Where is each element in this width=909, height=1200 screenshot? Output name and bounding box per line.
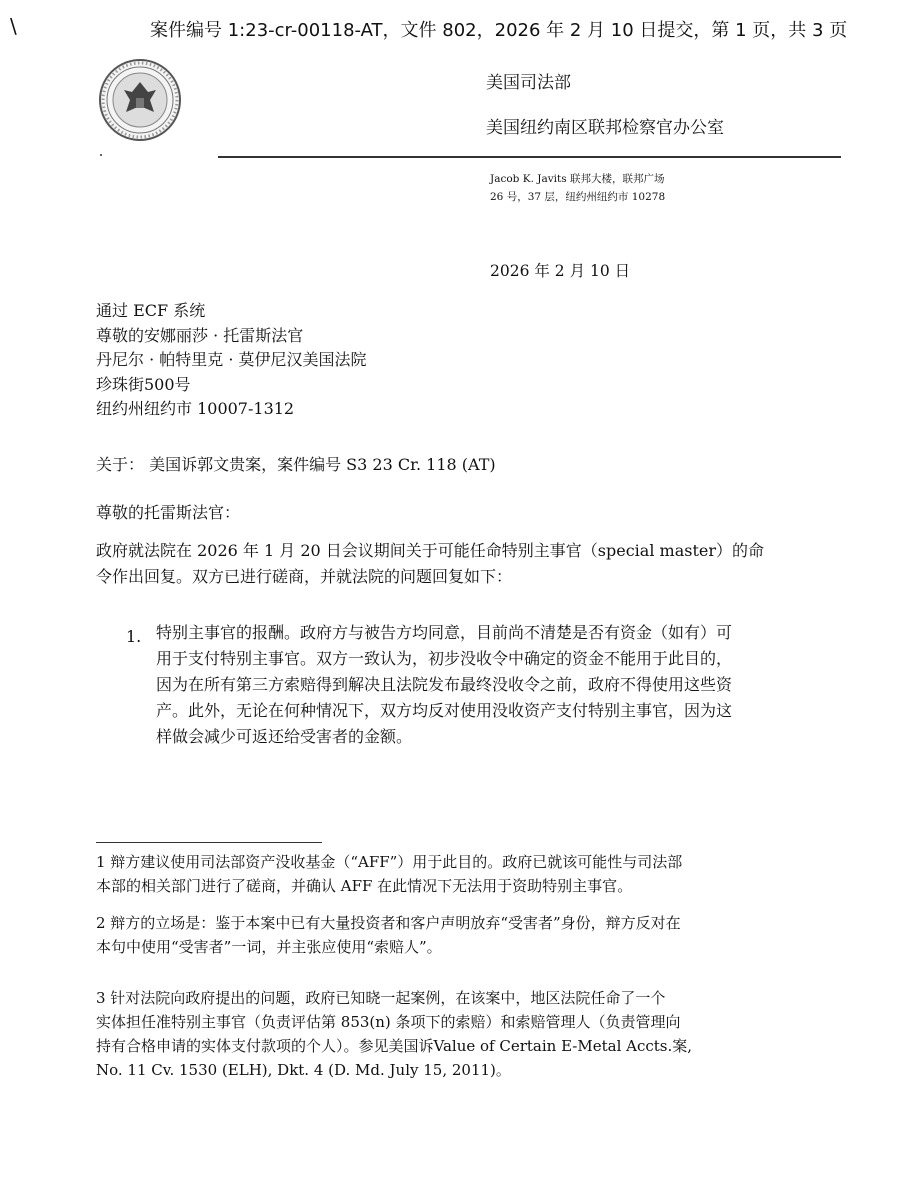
letter-date: 2026 年 2 月 10 日 [490,262,631,280]
recipient-line: 丹尼尔 · 帕特里克 · 莫伊尼汉美国法院 [96,350,367,369]
list-item-number: 1. [126,627,142,646]
footnote-line: 3 针对法院向政府提出的问题，政府已知晓一起案例，在该案中，地区法院任命了一个 [96,989,666,1007]
recipient-line: 珍珠街500号 [96,374,191,394]
paragraph-line: 政府就法院在 2026 年 1 月 20 日会议期间关于可能任命特别主事官（special master）的命 [96,541,764,560]
salutation: 尊敬的托雷斯法官： [96,503,241,522]
re-line: 关于： 美国诉郭文贵案，案件编号 S3 23 Cr. 118 (AT) [96,455,496,474]
footnote-2 [96,911,838,959]
org-office: 美国纽约南区联邦检察官办公室 [486,118,724,138]
case-filing-header: 案件编号 1:23-cr-00118-AT，文件 802，2026 年 2 月 10 日提交，第 1 页，共 3 页 [150,20,848,41]
paragraph-line: 特别主事官的报酬。政府方与被告方均同意，目前尚不清楚是否有资金（如有）可 [156,623,733,642]
recipient-line: 通过 ECF 系统 [96,301,206,320]
footnote-line: 持有合格申请的实体支付款项的个人）。参见美国诉Value of Certain E-Metal Accts.案, [96,1037,693,1055]
org-department: 美国司法部 [486,73,571,93]
address-line: 26 号，37 层，纽约州纽约市 10278 [490,191,666,203]
footnote-3 [96,986,838,1082]
intro-paragraph [96,538,838,590]
margin-dot [100,154,102,156]
corner-mark: \ [10,14,17,38]
office-address [490,170,665,206]
footnote-line: 实体担任准特别主事官（负责评估第 853(n) 条项下的索赔）和索赔管理人（负责管理向 [96,1013,681,1031]
paragraph-line: 产。此外，无论在何种情况下，双方均反对使用没收资产支付特别主事官，因为这 [156,701,733,720]
paragraph-line: 因为在所有第三方索赔得到解决且法院发布最终没收令之前，政府不得使用这些资 [156,675,733,694]
paragraph-line: 令作出回复。双方已进行磋商，并就法院的问题回复如下： [96,567,513,586]
footnote-1 [96,850,838,898]
footnote-line: 1 辩方建议使用司法部资产没收基金（“AFF”）用于此目的。政府已就该可能性与司法部 [96,853,683,871]
paragraph-line: 用于支付特别主事官。双方一致认为，初步没收令中确定的资金不能用于此目的， [156,649,733,668]
doj-seal-icon [98,58,182,142]
footnote-divider [96,842,322,843]
footnote-line: 2 辩方的立场是：鉴于本案中已有大量投资者和客户声明放弃“受害者”身份，辩方反对在 [96,914,681,932]
footnote-line: No. 11 Cv. 1530 (ELH), Dkt. 4 (D. Md. July 15, 2011)。 [96,1061,511,1079]
letterhead-divider [218,156,841,158]
address-line: Jacob K. Javits 联邦大楼，联邦广场 [490,173,665,185]
footnote-line: 本句中使用“受害者”一词，并主张应使用“索赔人”。 [96,938,442,956]
paragraph-line: 样做会减少可返还给受害者的金额。 [156,727,413,746]
list-item-text [156,620,842,750]
recipient-block [96,299,367,422]
footnote-line: 本部的相关部门进行了磋商，并确认 AFF 在此情况下无法用于资助特别主事官。 [96,877,633,895]
recipient-line: 尊敬的安娜丽莎 · 托雷斯法官 [96,325,304,345]
recipient-line: 纽约州纽约市 10007-1312 [96,399,295,418]
